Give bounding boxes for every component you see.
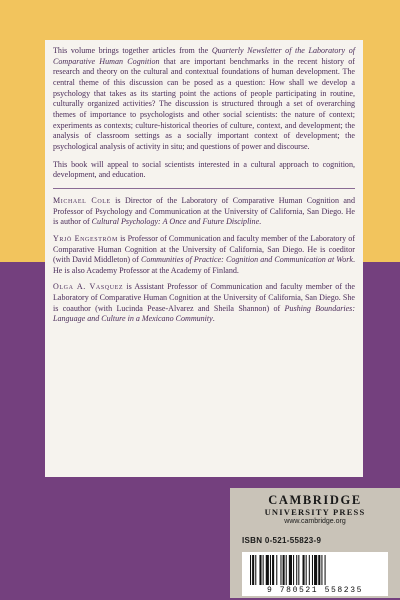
body-text: . He is also Academy Professor at the Academy of Finland. <box>53 255 356 275</box>
barcode-bar <box>255 555 256 585</box>
barcode-bar <box>289 555 292 585</box>
book-title: Pushing Boundaries: Language and Culture in a Mexicano Community <box>53 303 355 324</box>
barcode-bar <box>286 555 287 585</box>
isbn-label: ISBN 0-521-55823-9 <box>242 536 322 545</box>
barcode-bar <box>272 555 274 585</box>
blurb-panel <box>45 40 363 477</box>
barcode-bar <box>293 555 294 585</box>
body-text: is Assistant Professor of Communication and faculty member of the Laboratory of Comparative Human Cognition at the University of California, San Diego. She is coauthor (with Lucinda Pease-Alvarez and Sheila Shannon) of <box>53 282 355 313</box>
barcode-bar <box>270 555 271 585</box>
body-text: This volume brings together articles from the <box>53 46 212 55</box>
barcode-bar <box>312 555 313 585</box>
body-text: that are important benchmarks in the recent history of research and theory on the cultural and contextual foundations of human development. The central theme of this discussion can be posed as a question: How shall we develop a psychology that takes as its starting point the actions of people participating in routine, culturally organized activities? The discussion is structured through a set of overarching themes of importance to psychologists and other social scientists: the nature of context; experiments as contexts; culture-historical theories of culture, context, and development; the analysis of classroom settings as a socially important context of development; the psychological analysis of activity in situ; and questions of power and discourse. <box>53 56 355 151</box>
barcode-bar <box>314 555 317 585</box>
appeal-paragraph: This book will appeal to social scientists interested in a cultural approach to cognition, development, and education. <box>53 159 355 180</box>
section-divider <box>53 188 355 189</box>
author-bio-cole <box>53 196 355 228</box>
author-name: Yrjö Engeström <box>53 233 118 243</box>
barcode-bar <box>259 555 261 585</box>
barcode-bar <box>276 555 277 585</box>
barcode-bar <box>250 555 251 585</box>
publisher-logo <box>240 494 390 526</box>
publisher-box <box>230 488 400 598</box>
book-title: Quarterly Newsletter of the Laboratory of Comparative Human Cognition <box>53 46 355 66</box>
barcode-bar <box>283 555 285 585</box>
author-bio-vasquez <box>53 282 355 325</box>
barcode-bar <box>280 555 281 585</box>
barcode-bar <box>252 555 254 585</box>
barcode-digits: 9 780521 558235 <box>266 586 363 595</box>
barcode-bar <box>306 555 307 585</box>
barcode-bar <box>309 555 310 585</box>
body-text: . <box>259 217 262 227</box>
barcode-bar <box>296 555 297 585</box>
book-title: Cultural Psychology: A Once and Future Discipline <box>91 217 260 227</box>
publisher-name: CAMBRIDGE <box>268 493 362 507</box>
publisher-subname: UNIVERSITY PRESS <box>264 507 366 517</box>
barcode-bar <box>325 555 326 585</box>
author-name: Michael Cole <box>53 195 111 205</box>
barcode-bars <box>250 555 380 585</box>
body-text: . <box>212 314 215 324</box>
body-text: is Director of the Laboratory of Comparative Human Cognition and Professor of Psychology and Communication at the University of California, San Diego. He is author of <box>53 195 355 227</box>
barcode-bar <box>298 555 299 585</box>
publisher-url: www.cambridge.org <box>284 518 346 525</box>
barcode-bar <box>303 555 305 585</box>
description-paragraph <box>53 46 355 153</box>
barcode-bar <box>263 555 264 585</box>
body-text: is Professor of Communication and faculty member of the Laboratory of Comparative Human Cognition at the University of California, San Diego. He is coeditor (with David Middleton) of <box>53 233 355 265</box>
barcode-bar <box>318 555 320 585</box>
barcode-bar <box>321 555 322 585</box>
author-bio-engestrom <box>53 234 355 277</box>
barcode-bar <box>266 555 269 585</box>
author-name: Olga A. Vasquez <box>53 282 124 292</box>
book-title: Communities of Practice: Cognition and Communication at Work <box>140 255 353 265</box>
barcode <box>242 552 388 596</box>
